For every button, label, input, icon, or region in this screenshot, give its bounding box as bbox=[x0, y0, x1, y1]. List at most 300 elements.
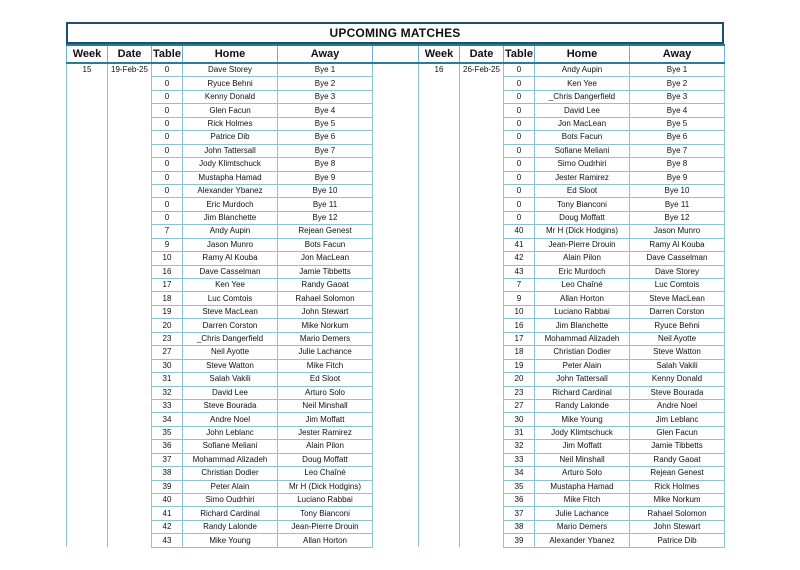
table-row bbox=[67, 399, 725, 412]
date-cell bbox=[460, 386, 504, 399]
column-gap bbox=[373, 131, 419, 144]
column-gap bbox=[373, 399, 419, 412]
home-player-cell: Christian Dodier bbox=[535, 346, 630, 359]
away-player-cell: Bye 3 bbox=[630, 90, 725, 103]
week-cell bbox=[419, 467, 460, 480]
home-player-cell: Mario Demers bbox=[535, 520, 630, 533]
week-cell bbox=[419, 171, 460, 184]
column-gap bbox=[373, 332, 419, 345]
date-cell bbox=[460, 131, 504, 144]
table-number-cell: 35 bbox=[504, 480, 535, 493]
date-cell bbox=[108, 90, 152, 103]
home-player-cell: Kenny Donald bbox=[183, 90, 278, 103]
date-cell bbox=[460, 426, 504, 439]
table-number-cell: 35 bbox=[152, 426, 183, 439]
home-player-cell: Andy Aupin bbox=[183, 225, 278, 238]
away-player-cell: Bye 1 bbox=[630, 63, 725, 77]
home-player-cell: Julie Lachance bbox=[535, 507, 630, 520]
date-cell bbox=[460, 104, 504, 117]
away-player-cell: Bye 6 bbox=[630, 131, 725, 144]
date-cell bbox=[108, 77, 152, 90]
home-player-cell: Glen Facun bbox=[183, 104, 278, 117]
table-number-cell: 43 bbox=[504, 265, 535, 278]
date-cell bbox=[460, 211, 504, 224]
home-player-cell: Jim Moffatt bbox=[535, 440, 630, 453]
table-number-cell: 40 bbox=[504, 225, 535, 238]
date-cell bbox=[460, 494, 504, 507]
away-player-cell: Salah Vakili bbox=[630, 359, 725, 372]
week-cell bbox=[67, 171, 108, 184]
date-cell: 26-Feb-25 bbox=[460, 63, 504, 77]
header-away: Away bbox=[278, 45, 373, 63]
table-row bbox=[67, 90, 725, 103]
home-player-cell: Jody Klimtschuck bbox=[183, 158, 278, 171]
date-cell bbox=[460, 305, 504, 318]
table-number-cell: 0 bbox=[504, 117, 535, 130]
table-row bbox=[67, 386, 725, 399]
column-gap bbox=[373, 104, 419, 117]
table-number-cell: 0 bbox=[504, 90, 535, 103]
away-player-cell: Alain Pilon bbox=[278, 440, 373, 453]
date-cell bbox=[460, 467, 504, 480]
table-row bbox=[67, 131, 725, 144]
week-cell bbox=[67, 77, 108, 90]
home-player-cell: Mohammad Alizadeh bbox=[535, 332, 630, 345]
table-number-cell: 31 bbox=[504, 426, 535, 439]
away-player-cell: Bye 9 bbox=[278, 171, 373, 184]
week-cell bbox=[67, 265, 108, 278]
away-player-cell: Jean-Pierre Drouin bbox=[278, 520, 373, 533]
table-number-cell: 33 bbox=[504, 453, 535, 466]
table-row bbox=[67, 158, 725, 171]
away-player-cell: Bye 12 bbox=[278, 211, 373, 224]
away-player-cell: Neil Minshall bbox=[278, 399, 373, 412]
table-number-cell: 33 bbox=[152, 399, 183, 412]
home-player-cell: John Tattersall bbox=[535, 373, 630, 386]
date-cell bbox=[108, 520, 152, 533]
table-row bbox=[67, 413, 725, 426]
header-row bbox=[67, 45, 725, 63]
home-player-cell: Ramy Al Kouba bbox=[183, 252, 278, 265]
week-cell bbox=[67, 413, 108, 426]
date-cell bbox=[108, 225, 152, 238]
week-cell bbox=[419, 158, 460, 171]
table-number-cell: 0 bbox=[152, 211, 183, 224]
home-player-cell: Alexander Ybanez bbox=[183, 184, 278, 197]
date-cell bbox=[108, 117, 152, 130]
home-player-cell: Richard Cardinal bbox=[183, 507, 278, 520]
away-player-cell: Luc Comtois bbox=[630, 279, 725, 292]
home-player-cell: Steve MacLean bbox=[183, 305, 278, 318]
table-number-cell: 38 bbox=[152, 467, 183, 480]
away-player-cell: Jim Moffatt bbox=[278, 413, 373, 426]
column-gap bbox=[373, 252, 419, 265]
away-player-cell: Jamie Tibbetts bbox=[630, 440, 725, 453]
date-cell bbox=[108, 104, 152, 117]
home-player-cell: Simo Oudrhiri bbox=[535, 158, 630, 171]
home-player-cell: Neil Ayotte bbox=[183, 346, 278, 359]
table-row bbox=[67, 373, 725, 386]
week-cell bbox=[67, 399, 108, 412]
table-number-cell: 37 bbox=[504, 507, 535, 520]
table-row bbox=[67, 171, 725, 184]
week-cell bbox=[419, 77, 460, 90]
table-number-cell: 39 bbox=[152, 480, 183, 493]
table-number-cell: 17 bbox=[504, 332, 535, 345]
date-cell: 19-Feb-25 bbox=[108, 63, 152, 77]
home-player-cell: Andy Aupin bbox=[535, 63, 630, 77]
home-player-cell: Salah Vakili bbox=[183, 373, 278, 386]
date-cell bbox=[460, 332, 504, 345]
away-player-cell: Jason Munro bbox=[630, 225, 725, 238]
home-player-cell: Eric Murdoch bbox=[535, 265, 630, 278]
column-gap bbox=[373, 90, 419, 103]
away-player-cell: Bye 2 bbox=[630, 77, 725, 90]
away-player-cell: Bye 12 bbox=[630, 211, 725, 224]
week-cell bbox=[419, 117, 460, 130]
table-row bbox=[67, 292, 725, 305]
home-player-cell: Rick Holmes bbox=[183, 117, 278, 130]
table-number-cell: 0 bbox=[504, 77, 535, 90]
week-cell bbox=[419, 225, 460, 238]
home-player-cell: Peter Alain bbox=[535, 359, 630, 372]
week-cell bbox=[419, 399, 460, 412]
schedule-sheet bbox=[66, 22, 724, 548]
away-player-cell: Mario Demers bbox=[278, 332, 373, 345]
home-player-cell: Eric Murdoch bbox=[183, 198, 278, 211]
home-player-cell: John Leblanc bbox=[183, 426, 278, 439]
table-number-cell: 0 bbox=[152, 144, 183, 157]
header-date: Date bbox=[108, 45, 152, 63]
date-cell bbox=[108, 319, 152, 332]
away-player-cell: Rejean Genest bbox=[278, 225, 373, 238]
column-gap bbox=[373, 305, 419, 318]
table-number-cell: 18 bbox=[504, 346, 535, 359]
home-player-cell: Sofiane Meliani bbox=[183, 440, 278, 453]
week-cell bbox=[67, 292, 108, 305]
home-player-cell: Darren Corston bbox=[183, 319, 278, 332]
week-cell bbox=[67, 252, 108, 265]
column-gap bbox=[373, 225, 419, 238]
date-cell bbox=[460, 225, 504, 238]
home-player-cell: Dave Storey bbox=[183, 63, 278, 77]
table-row bbox=[67, 346, 725, 359]
date-cell bbox=[108, 453, 152, 466]
week-cell bbox=[67, 359, 108, 372]
week-cell bbox=[67, 480, 108, 493]
home-player-cell: Allan Horton bbox=[535, 292, 630, 305]
date-cell bbox=[460, 346, 504, 359]
away-player-cell: Randy Gaoat bbox=[630, 453, 725, 466]
week-cell bbox=[67, 426, 108, 439]
header-week: Week bbox=[67, 45, 108, 63]
home-player-cell: Steve Bourada bbox=[183, 399, 278, 412]
table-number-cell: 41 bbox=[152, 507, 183, 520]
week-cell bbox=[419, 413, 460, 426]
home-player-cell: Jody Klimtschuck bbox=[535, 426, 630, 439]
table-row bbox=[67, 279, 725, 292]
column-gap bbox=[373, 494, 419, 507]
column-gap bbox=[373, 534, 419, 547]
home-player-cell: Richard Cardinal bbox=[535, 386, 630, 399]
table-number-cell: 0 bbox=[152, 63, 183, 77]
week-cell bbox=[67, 332, 108, 345]
week-cell bbox=[67, 184, 108, 197]
table-number-cell: 0 bbox=[152, 184, 183, 197]
table-number-cell: 34 bbox=[504, 467, 535, 480]
date-cell bbox=[460, 279, 504, 292]
away-player-cell: Randy Gaoat bbox=[278, 279, 373, 292]
week-cell bbox=[67, 211, 108, 224]
week-cell bbox=[419, 440, 460, 453]
date-cell bbox=[108, 507, 152, 520]
away-player-cell: Steve Watton bbox=[630, 346, 725, 359]
date-cell bbox=[108, 359, 152, 372]
date-cell bbox=[460, 117, 504, 130]
header-home: Home bbox=[183, 45, 278, 63]
away-player-cell: Bye 3 bbox=[278, 90, 373, 103]
away-player-cell: Jon MacLean bbox=[278, 252, 373, 265]
week-cell bbox=[67, 507, 108, 520]
home-player-cell: Jim Blanchette bbox=[535, 319, 630, 332]
away-player-cell: Mike Norkum bbox=[278, 319, 373, 332]
week-cell bbox=[67, 144, 108, 157]
column-gap bbox=[373, 77, 419, 90]
week-cell bbox=[67, 453, 108, 466]
week-cell bbox=[419, 426, 460, 439]
table-row bbox=[67, 507, 725, 520]
date-cell bbox=[460, 90, 504, 103]
week-cell bbox=[67, 440, 108, 453]
table-number-cell: 0 bbox=[504, 171, 535, 184]
home-player-cell: Dave Casselman bbox=[183, 265, 278, 278]
week-cell bbox=[419, 373, 460, 386]
table-number-cell: 0 bbox=[504, 144, 535, 157]
table-number-cell: 30 bbox=[152, 359, 183, 372]
date-cell bbox=[460, 399, 504, 412]
home-player-cell: Jon MacLean bbox=[535, 117, 630, 130]
home-player-cell: Arturo Solo bbox=[535, 467, 630, 480]
table-number-cell: 0 bbox=[152, 117, 183, 130]
week-cell bbox=[419, 480, 460, 493]
date-cell bbox=[108, 238, 152, 251]
table-row bbox=[67, 453, 725, 466]
column-gap bbox=[373, 319, 419, 332]
sheet-title: UPCOMING MATCHES bbox=[66, 22, 724, 44]
table-number-cell: 7 bbox=[504, 279, 535, 292]
week-cell bbox=[67, 494, 108, 507]
table-number-cell: 0 bbox=[504, 211, 535, 224]
away-player-cell: Bye 10 bbox=[630, 184, 725, 197]
table-number-cell: 31 bbox=[152, 373, 183, 386]
away-player-cell: Bye 11 bbox=[278, 198, 373, 211]
column-gap bbox=[373, 117, 419, 130]
column-gap bbox=[373, 440, 419, 453]
table-number-cell: 7 bbox=[152, 225, 183, 238]
table-number-cell: 32 bbox=[152, 386, 183, 399]
table-number-cell: 27 bbox=[504, 399, 535, 412]
column-gap bbox=[373, 346, 419, 359]
week-cell bbox=[419, 279, 460, 292]
table-number-cell: 20 bbox=[152, 319, 183, 332]
home-player-cell: Jim Blanchette bbox=[183, 211, 278, 224]
table-row bbox=[67, 332, 725, 345]
week-cell bbox=[419, 131, 460, 144]
away-player-cell: Darren Corston bbox=[630, 305, 725, 318]
home-player-cell: Mohammad Alizadeh bbox=[183, 453, 278, 466]
week-cell bbox=[419, 494, 460, 507]
date-cell bbox=[108, 158, 152, 171]
table-row bbox=[67, 184, 725, 197]
table-number-cell: 41 bbox=[504, 238, 535, 251]
week-cell bbox=[419, 184, 460, 197]
week-cell bbox=[67, 131, 108, 144]
week-cell bbox=[67, 198, 108, 211]
week-cell bbox=[419, 453, 460, 466]
week-cell bbox=[419, 252, 460, 265]
date-cell bbox=[108, 131, 152, 144]
table-row bbox=[67, 467, 725, 480]
table-row bbox=[67, 440, 725, 453]
table-number-cell: 32 bbox=[504, 440, 535, 453]
table-row bbox=[67, 238, 725, 251]
column-gap bbox=[373, 520, 419, 533]
away-player-cell: Bye 4 bbox=[278, 104, 373, 117]
table-number-cell: 0 bbox=[152, 77, 183, 90]
away-player-cell: Rejean Genest bbox=[630, 467, 725, 480]
table-number-cell: 27 bbox=[152, 346, 183, 359]
date-cell bbox=[108, 467, 152, 480]
table-row bbox=[67, 198, 725, 211]
home-player-cell: Mike Fitch bbox=[535, 494, 630, 507]
week-cell bbox=[419, 507, 460, 520]
week-cell bbox=[67, 386, 108, 399]
table-row bbox=[67, 319, 725, 332]
home-player-cell: Ken Yee bbox=[535, 77, 630, 90]
away-player-cell: Dave Storey bbox=[630, 265, 725, 278]
date-cell bbox=[108, 184, 152, 197]
date-cell bbox=[460, 440, 504, 453]
column-gap bbox=[373, 63, 419, 77]
column-gap bbox=[373, 359, 419, 372]
away-player-cell: Dave Casselman bbox=[630, 252, 725, 265]
table-number-cell: 43 bbox=[152, 534, 183, 547]
date-cell bbox=[460, 453, 504, 466]
column-gap bbox=[373, 467, 419, 480]
date-cell bbox=[460, 184, 504, 197]
table-row bbox=[67, 63, 725, 77]
away-player-cell: Bye 8 bbox=[630, 158, 725, 171]
column-gap bbox=[373, 507, 419, 520]
week-cell bbox=[67, 467, 108, 480]
away-player-cell: Mike Norkum bbox=[630, 494, 725, 507]
table-number-cell: 18 bbox=[152, 292, 183, 305]
table-number-cell: 0 bbox=[504, 158, 535, 171]
table-number-cell: 36 bbox=[152, 440, 183, 453]
table-number-cell: 0 bbox=[152, 131, 183, 144]
week-cell bbox=[67, 238, 108, 251]
date-cell bbox=[108, 426, 152, 439]
date-cell bbox=[108, 534, 152, 547]
date-cell bbox=[108, 252, 152, 265]
header-table: Table bbox=[152, 45, 183, 63]
away-player-cell: Julie Lachance bbox=[278, 346, 373, 359]
table-row bbox=[67, 252, 725, 265]
away-player-cell: Bye 10 bbox=[278, 184, 373, 197]
date-cell bbox=[460, 171, 504, 184]
home-player-cell: Ken Yee bbox=[183, 279, 278, 292]
match-rows bbox=[67, 63, 725, 547]
home-player-cell: _Chris Dangerfield bbox=[183, 332, 278, 345]
date-cell bbox=[108, 480, 152, 493]
away-player-cell: Bye 1 bbox=[278, 63, 373, 77]
column-gap bbox=[373, 480, 419, 493]
date-cell bbox=[108, 171, 152, 184]
date-cell bbox=[460, 77, 504, 90]
column-gap bbox=[373, 413, 419, 426]
table-number-cell: 0 bbox=[152, 104, 183, 117]
column-gap bbox=[373, 279, 419, 292]
table-number-cell: 19 bbox=[504, 359, 535, 372]
away-player-cell: Ryuce Behni bbox=[630, 319, 725, 332]
week-cell bbox=[67, 90, 108, 103]
away-player-cell: Jim Leblanc bbox=[630, 413, 725, 426]
away-player-cell: Bye 11 bbox=[630, 198, 725, 211]
week-cell bbox=[419, 104, 460, 117]
home-player-cell: John Tattersall bbox=[183, 144, 278, 157]
date-cell bbox=[460, 252, 504, 265]
away-player-cell: Bye 8 bbox=[278, 158, 373, 171]
date-cell bbox=[108, 494, 152, 507]
date-cell bbox=[460, 265, 504, 278]
date-cell bbox=[108, 386, 152, 399]
table-row bbox=[67, 534, 725, 547]
column-gap bbox=[373, 373, 419, 386]
column-gap bbox=[373, 144, 419, 157]
table-number-cell: 42 bbox=[504, 252, 535, 265]
home-player-cell: Neil Minshall bbox=[535, 453, 630, 466]
home-player-cell: Steve Watton bbox=[183, 359, 278, 372]
home-player-cell: Bots Facun bbox=[535, 131, 630, 144]
week-cell bbox=[419, 346, 460, 359]
table-number-cell: 42 bbox=[152, 520, 183, 533]
table-number-cell: 0 bbox=[504, 63, 535, 77]
week-cell bbox=[419, 265, 460, 278]
date-cell bbox=[460, 319, 504, 332]
home-player-cell: Sofiane Meliani bbox=[535, 144, 630, 157]
week-cell bbox=[419, 144, 460, 157]
away-player-cell: Patrice Dib bbox=[630, 534, 725, 547]
home-player-cell: David Lee bbox=[183, 386, 278, 399]
home-player-cell: Mr H (Dick Hodgins) bbox=[535, 225, 630, 238]
date-cell bbox=[460, 359, 504, 372]
table-number-cell: 16 bbox=[152, 265, 183, 278]
away-player-cell: Leo Chaîné bbox=[278, 467, 373, 480]
table-number-cell: 38 bbox=[504, 520, 535, 533]
column-gap bbox=[373, 292, 419, 305]
week-cell: 16 bbox=[419, 63, 460, 77]
home-player-cell: Jester Ramirez bbox=[535, 171, 630, 184]
home-player-cell: David Lee bbox=[535, 104, 630, 117]
column-gap bbox=[373, 386, 419, 399]
table-row bbox=[67, 305, 725, 318]
away-player-cell: Bye 4 bbox=[630, 104, 725, 117]
away-player-cell: Tony Bianconi bbox=[278, 507, 373, 520]
date-cell bbox=[108, 399, 152, 412]
date-cell bbox=[108, 144, 152, 157]
table-number-cell: 0 bbox=[504, 184, 535, 197]
week-cell bbox=[419, 319, 460, 332]
